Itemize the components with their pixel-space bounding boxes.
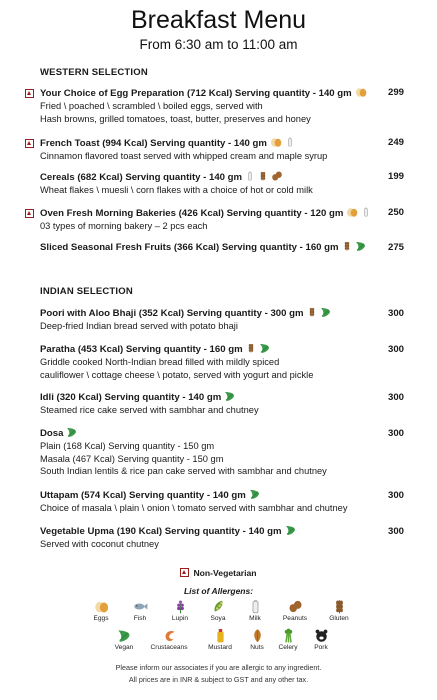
allergen-label: Eggs (93, 615, 109, 622)
allergens-title: List of Allergens: (183, 586, 254, 596)
allergen-label: Mustard (208, 644, 232, 651)
menu-item-egg-preparation (40, 86, 395, 125)
milk-icon (245, 170, 255, 182)
item-description: Fried \ poached \ scrambled \ boiled eggs, served with (40, 101, 263, 111)
gluten-icon (342, 240, 352, 252)
lupin-icon (173, 599, 188, 614)
price-notice: All prices are in INR & subject to GST and any other tax. (128, 675, 309, 684)
menu-item-cereals (40, 170, 395, 197)
nuts-icon (250, 628, 265, 643)
item-name: Oven Fresh Morning Bakeries (426 Kcal) Serving quantity - 120 gm (40, 208, 344, 219)
item-description: Griddle cooked North-Indian bread filled with mildly spiced (40, 357, 280, 367)
gluten-icon (258, 170, 268, 182)
menu-item-uttapam (40, 488, 395, 515)
item-price: 300 (387, 526, 404, 537)
item-name: Idli (320 Kcal) Serving quantity - 140 gm (40, 392, 222, 403)
non-veg-legend (0, 568, 437, 578)
item-description: cauliflower \ cottage cheese \ potato, served with yogurt and pickle (40, 369, 314, 380)
non-veg-icon (25, 139, 34, 148)
allergen-vegan (101, 628, 147, 652)
item-description: Served with coconut chutney (40, 539, 159, 549)
item-description: Hash browns, grilled tomatoes, toast, butter, preserves and honey (40, 113, 311, 124)
allergen-label: Fish (133, 615, 147, 622)
indian-section-heading: INDIAN SELECTION (40, 286, 133, 297)
allergen-label: Nuts (250, 644, 264, 651)
item-name: Dosa (40, 428, 64, 439)
peanuts-icon (271, 170, 283, 182)
item-price: 299 (387, 87, 404, 98)
item-description: 03 types of morning bakery – 2 pcs each (40, 221, 208, 231)
item-description: Deep-fried Indian bread served with potato bhaji (40, 321, 238, 331)
menu-item-bakeries (40, 206, 395, 233)
non-veg-icon (25, 209, 34, 218)
vegan-icon (355, 240, 367, 252)
allergen-label: Crustaceans (150, 644, 188, 651)
menu-item-idli (40, 390, 395, 417)
allergen-peanuts (272, 599, 318, 623)
menu-hours: From 6:30 am to 11:00 am (139, 37, 298, 52)
allergen-label: Milk (249, 615, 261, 622)
menu-item-dosa (40, 426, 395, 478)
western-section-heading: WESTERN SELECTION (40, 67, 148, 78)
menu-item-french-toast (40, 136, 395, 163)
eggs-icon (94, 599, 109, 614)
item-name: Paratha (453 Kcal) Serving quantity - 160 gm (40, 344, 243, 355)
eggs-icon (270, 136, 282, 148)
allergen-crustaceans (146, 628, 192, 652)
item-name: Poori with Aloo Bhaji (352 Kcal) Serving quantity - 300 gm (40, 308, 304, 319)
pork-icon (314, 628, 329, 643)
item-price: 275 (387, 242, 404, 253)
menu-item-poori (40, 306, 395, 333)
vegan-icon (259, 342, 271, 354)
allergen-label: Peanuts (282, 615, 308, 622)
milk-icon (285, 136, 295, 148)
mustard-icon (213, 628, 228, 643)
gluten-icon (246, 342, 256, 354)
item-name: French Toast (994 Kcal) Serving quantity - 140 gm (40, 138, 267, 149)
item-price: 300 (387, 308, 404, 319)
soya-icon (211, 599, 226, 614)
allergen-label: Celery (278, 644, 298, 651)
item-description: South Indian lentils & rice pan cake served with sambhar and chutney (40, 466, 327, 476)
allergen-label: Pork (314, 644, 328, 651)
item-price: 300 (387, 428, 404, 439)
vegan-icon (285, 524, 297, 536)
item-description: Plain (168 Kcal) Serving quantity - 150 gm (40, 441, 215, 451)
celery-icon (281, 628, 296, 643)
item-price: 250 (387, 207, 404, 218)
item-name: Sliced Seasonal Fresh Fruits (366 Kcal) Serving quantity - 160 gm (40, 242, 339, 253)
item-name: Uttapam (574 Kcal) Serving quantity - 140 gm (40, 490, 246, 501)
non-veg-icon (180, 568, 189, 577)
item-name: Cereals (682 Kcal) Serving quantity - 140 gm (40, 172, 243, 183)
menu-item-fruits (40, 240, 395, 254)
item-name: Your Choice of Egg Preparation (712 Kcal) Serving quantity - 140 gm (40, 88, 352, 99)
vegan-icon (249, 488, 261, 500)
peanuts-icon (288, 599, 303, 614)
item-description: Cinnamon flavored toast served with whipped cream and maple syrup (40, 151, 328, 161)
allergen-label: Vegan (114, 644, 134, 651)
allergen-label: Soya (210, 615, 226, 622)
item-description: Wheat flakes \ muesli \ corn flakes with a choice of hot or cold milk (40, 185, 313, 195)
fish-icon (133, 599, 148, 614)
milk-icon (361, 206, 371, 218)
menu-item-upma (40, 524, 395, 551)
non-veg-icon (25, 89, 34, 98)
non-veg-legend-label: Non-Vegetarian (193, 568, 257, 578)
item-price: 300 (387, 392, 404, 403)
item-price: 249 (387, 137, 404, 148)
eggs-icon (355, 86, 367, 98)
milk-icon (248, 599, 263, 614)
allergen-label: Lupin (171, 615, 189, 622)
item-name: Vegetable Upma (190 Kcal) Serving quantity - 140 gm (40, 526, 282, 537)
menu-item-paratha (40, 342, 395, 381)
allergen-pork (298, 628, 344, 652)
vegan-icon (117, 628, 132, 643)
gluten-icon (332, 599, 347, 614)
vegan-icon (66, 426, 78, 438)
gluten-icon (307, 306, 317, 318)
item-description: Steamed rice cake served with sambhar and chutney (40, 405, 259, 415)
allergy-notice: Please inform our associates if you are allergic to any ingredient. (115, 663, 322, 672)
item-price: 199 (387, 171, 404, 182)
item-price: 300 (387, 344, 404, 355)
menu-title: Breakfast Menu (130, 6, 307, 34)
vegan-icon (320, 306, 332, 318)
crustaceans-icon (162, 628, 177, 643)
eggs-icon (346, 206, 358, 218)
allergen-label: Gluten (329, 615, 349, 622)
allergen-gluten (316, 599, 362, 623)
item-description: Choice of masala \ plain \ onion \ tomato served with sambhar and chutney (40, 503, 348, 513)
vegan-icon (224, 390, 236, 402)
item-description: Masala (467 Kcal) Serving quantity - 150 gm (40, 453, 224, 464)
item-price: 300 (387, 490, 404, 501)
